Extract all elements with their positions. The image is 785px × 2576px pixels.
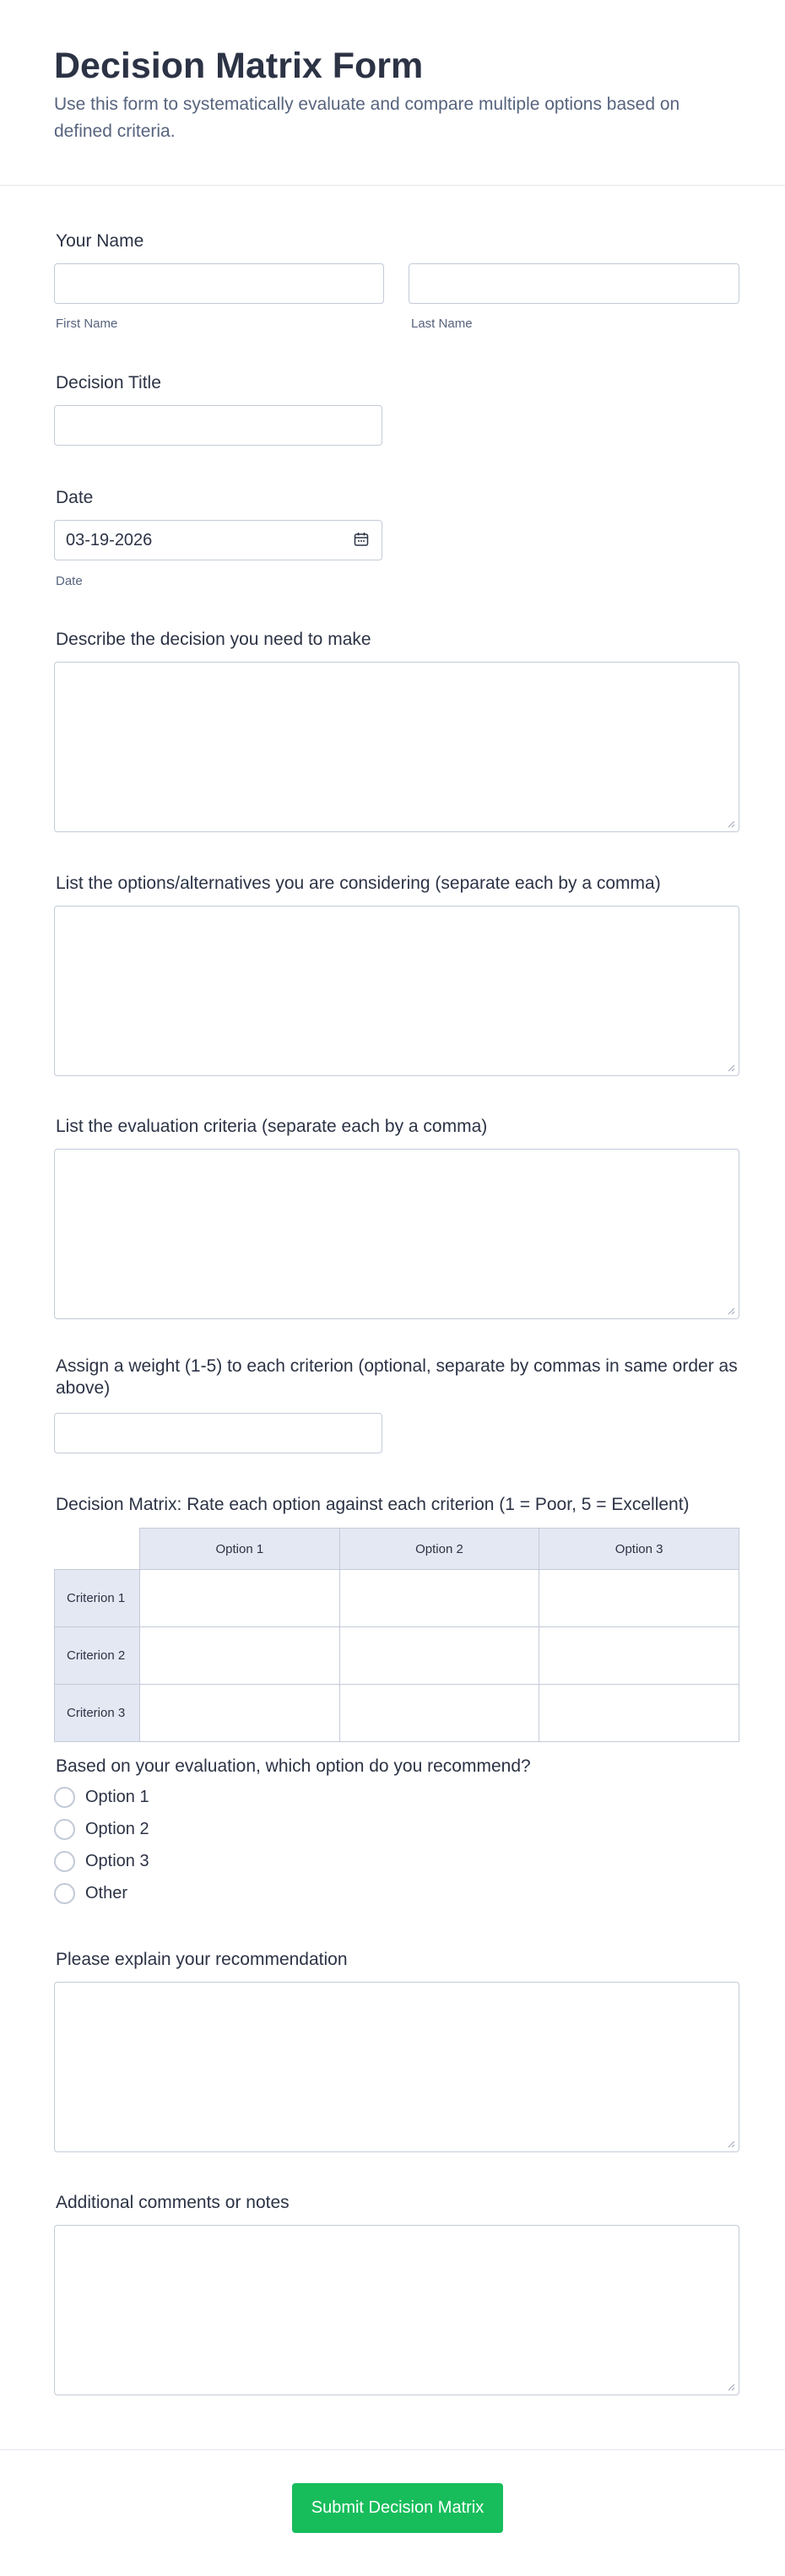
options-textarea[interactable] [54, 906, 739, 1076]
form-footer [0, 2449, 785, 2576]
matrix-row-header: Criterion 1 [55, 1570, 140, 1627]
date-input[interactable] [54, 520, 382, 560]
criteria-label: List the evaluation criteria (separate each by a comma) [56, 1117, 488, 1136]
matrix-header-row [55, 1529, 739, 1570]
options-label: List the options/alternatives you are considering (separate each by a comma) [56, 874, 661, 893]
radio-circle[interactable] [54, 1819, 75, 1840]
resize-handle-icon[interactable] [727, 2140, 735, 2148]
matrix-label: Decision Matrix: Rate each option against each criterion (1 = Poor, 5 = Excellent) [56, 1495, 690, 1514]
matrix-cell[interactable] [140, 1627, 340, 1685]
date-value: 03-19-2026 [66, 531, 153, 549]
decision-matrix-table [54, 1528, 739, 1742]
resize-handle-icon[interactable] [727, 1063, 735, 1072]
resize-handle-icon[interactable] [727, 1307, 735, 1315]
matrix-cell[interactable] [140, 1685, 340, 1742]
matrix-row-header: Criterion 3 [55, 1685, 140, 1742]
decision-title-input[interactable] [54, 405, 382, 446]
resize-handle-icon[interactable] [727, 2383, 735, 2391]
criteria-textarea[interactable] [54, 1149, 739, 1319]
matrix-cell[interactable] [339, 1570, 539, 1627]
radio-circle[interactable] [54, 1851, 75, 1872]
matrix-row-header: Criterion 2 [55, 1627, 140, 1685]
matrix-column-header: Option 3 [539, 1529, 739, 1570]
comments-label: Additional comments or notes [56, 2193, 290, 2212]
resize-handle-icon[interactable] [727, 820, 735, 828]
matrix-cell[interactable] [140, 1570, 340, 1627]
matrix-cell[interactable] [539, 1627, 739, 1685]
radio-circle[interactable] [54, 1883, 75, 1904]
radio-label[interactable]: Other [85, 1884, 128, 1902]
decision-title-label: Decision Title [56, 373, 161, 392]
matrix-cell[interactable] [339, 1627, 539, 1685]
name-label: Your Name [56, 231, 144, 251]
radio-label[interactable]: Option 1 [85, 1788, 149, 1806]
matrix-row [55, 1685, 739, 1742]
recommendation-label: Based on your evaluation, which option do you recommend? [56, 1756, 531, 1776]
matrix-row [55, 1570, 739, 1627]
matrix-cell[interactable] [539, 1570, 739, 1627]
radio-circle[interactable] [54, 1787, 75, 1808]
last-name-sublabel: Last Name [411, 317, 473, 331]
explanation-textarea[interactable] [54, 1982, 739, 2152]
date-sublabel: Date [56, 574, 83, 588]
weights-label: Assign a weight (1-5) to each criterion (optional, separate by commas in same order as above) [56, 1356, 738, 1398]
decision-description-label: Describe the decision you need to make [56, 630, 371, 649]
explanation-label: Please explain your recommendation [56, 1950, 348, 1969]
first-name-sublabel: First Name [56, 317, 118, 331]
first-name-input[interactable] [54, 263, 384, 304]
matrix-row [55, 1627, 739, 1685]
form-title: Decision Matrix Form [54, 46, 424, 86]
weights-input[interactable] [54, 1413, 382, 1453]
matrix-cell[interactable] [339, 1685, 539, 1742]
comments-textarea[interactable] [54, 2225, 739, 2395]
submit-button[interactable]: Submit Decision Matrix [292, 2483, 503, 2533]
radio-label[interactable]: Option 2 [85, 1820, 149, 1838]
matrix-corner [55, 1529, 140, 1570]
radio-label[interactable]: Option 3 [85, 1852, 149, 1870]
form-body [0, 186, 785, 2517]
matrix-cell[interactable] [539, 1685, 739, 1742]
calendar-icon[interactable] [353, 531, 370, 548]
form-header [0, 0, 785, 186]
matrix-column-header: Option 1 [140, 1529, 340, 1570]
last-name-input[interactable] [409, 263, 739, 304]
form-description: Use this form to systematically evaluate and compare multiple options based on defined criteria. [54, 95, 680, 141]
date-label: Date [56, 488, 94, 507]
decision-description-textarea[interactable] [54, 662, 739, 832]
matrix-column-header: Option 2 [339, 1529, 539, 1570]
